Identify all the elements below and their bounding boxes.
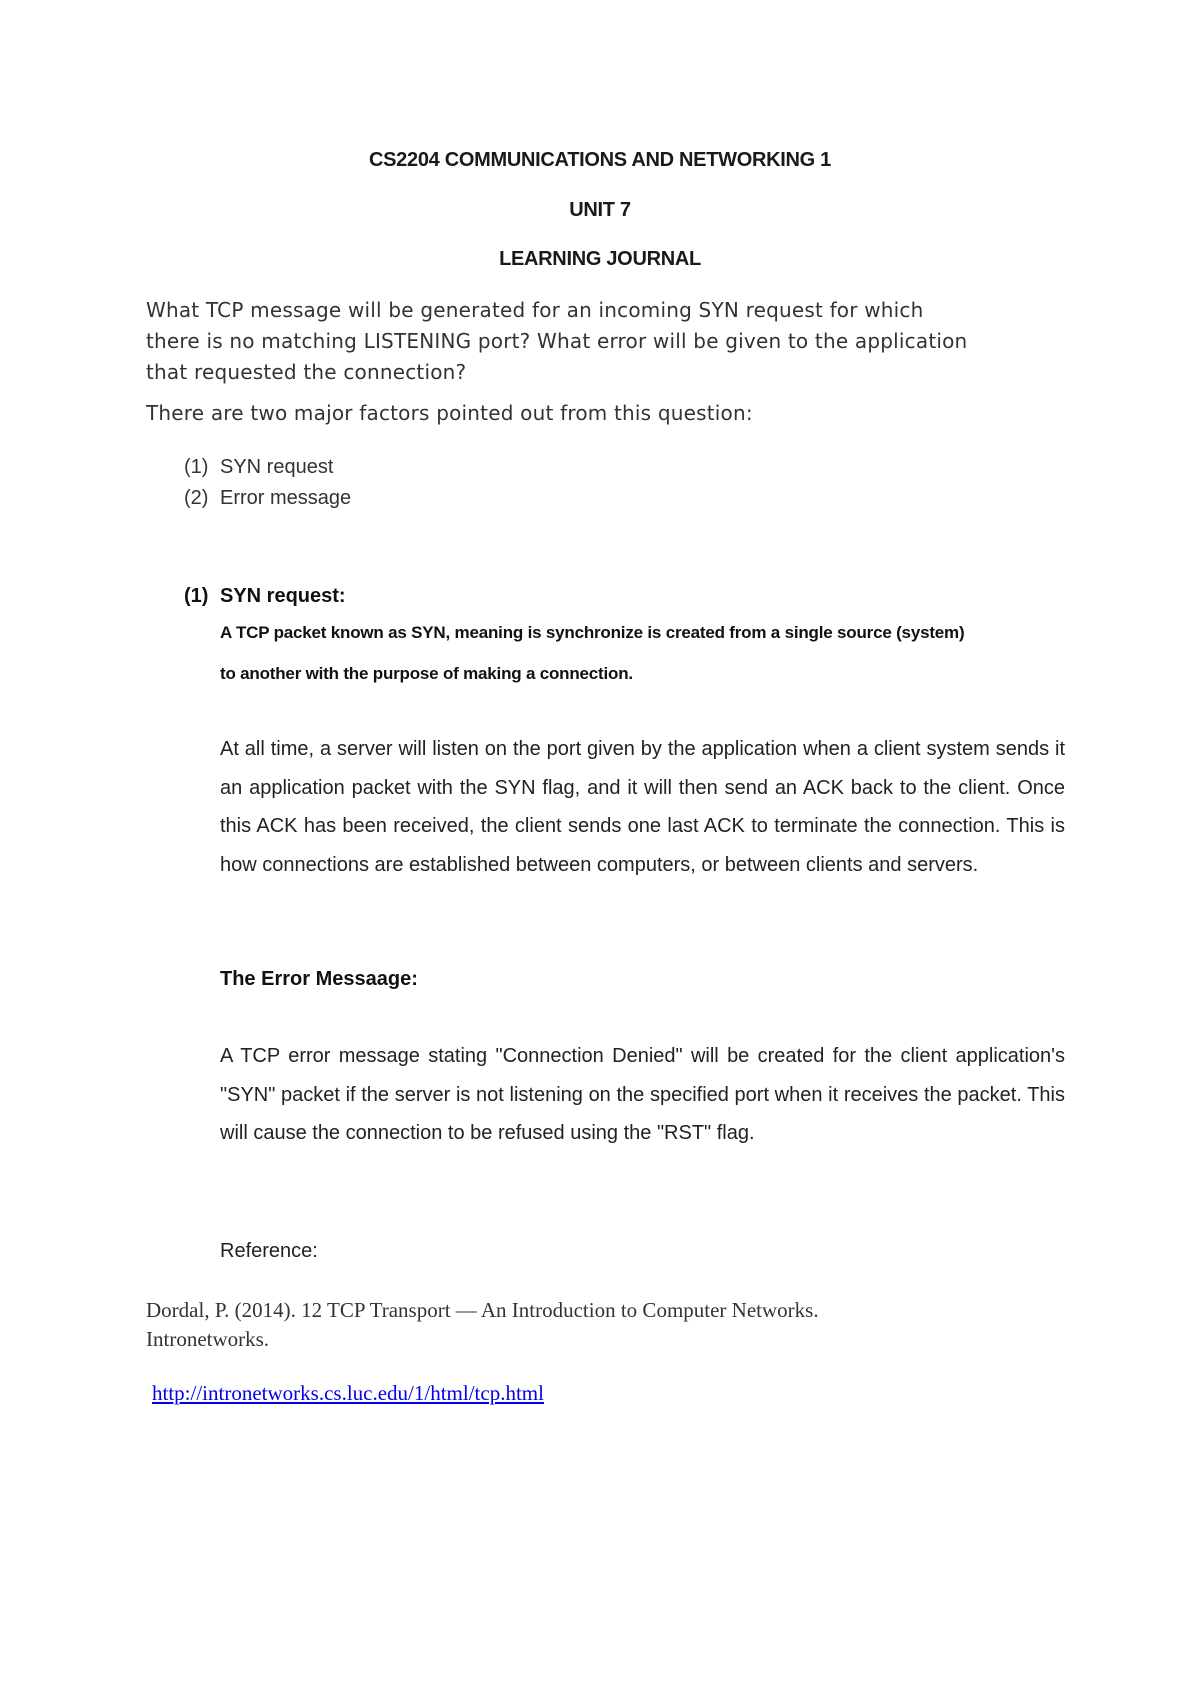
question-line: What TCP message will be generated for an incoming SYN request for which	[146, 298, 924, 322]
syn-definition	[220, 612, 1070, 694]
list-item	[184, 483, 351, 514]
definition-line: A TCP packet known as SYN, meaning is synchronize is created from a single source (system)	[220, 623, 965, 642]
section-number: (1)	[184, 585, 209, 607]
factor-list	[184, 452, 351, 514]
error-paragraph: A TCP error message stating "Connection Denied" will be created for the client application's "SYN" packet if the server is not listening on the specified port when it receives the packet. This will cause the connection to be refused using the "RST" flag.	[220, 1045, 1065, 1144]
list-number: (1)	[184, 456, 209, 478]
error-section-title: The Error Messaage:	[220, 968, 418, 990]
list-label: SYN request	[220, 456, 334, 478]
reference-citation	[146, 1296, 1046, 1354]
reference-label: Reference:	[220, 1240, 318, 1262]
list-number: (2)	[184, 487, 209, 509]
section-title-text: SYN request:	[220, 585, 346, 607]
question-line: that requested the connection?	[146, 360, 467, 384]
document-type-title: LEARNING JOURNAL	[499, 248, 701, 270]
list-item	[184, 452, 351, 483]
citation-line: Dordal, P. (2014). 12 TCP Transport — An Introduction to Computer Networks.	[146, 1298, 819, 1322]
unit-title: UNIT 7	[569, 199, 631, 221]
reference-link[interactable]: http://intronetworks.cs.luc.edu/1/html/tcp.html	[152, 1381, 544, 1405]
syn-paragraph: At all time, a server will listen on the port given by the application when a client system sends it an application packet with the SYN flag, and it will then send an ACK back to the client. Once this ACK has been received, the client sends one last ACK to terminate the connection. This is how connections are established between computers, or between clients and servers.	[220, 738, 1065, 876]
definition-line: to another with the purpose of making a connection.	[220, 664, 633, 683]
journal-question	[146, 295, 1066, 388]
intro-text: There are two major factors pointed out from this question:	[146, 401, 753, 425]
citation-line: Intronetworks.	[146, 1327, 270, 1351]
syn-section-title	[184, 585, 346, 608]
question-line: there is no matching LISTENING port? What error will be given to the application	[146, 329, 968, 353]
list-label: Error message	[220, 487, 352, 509]
course-title: CS2204 COMMUNICATIONS AND NETWORKING 1	[369, 149, 831, 171]
